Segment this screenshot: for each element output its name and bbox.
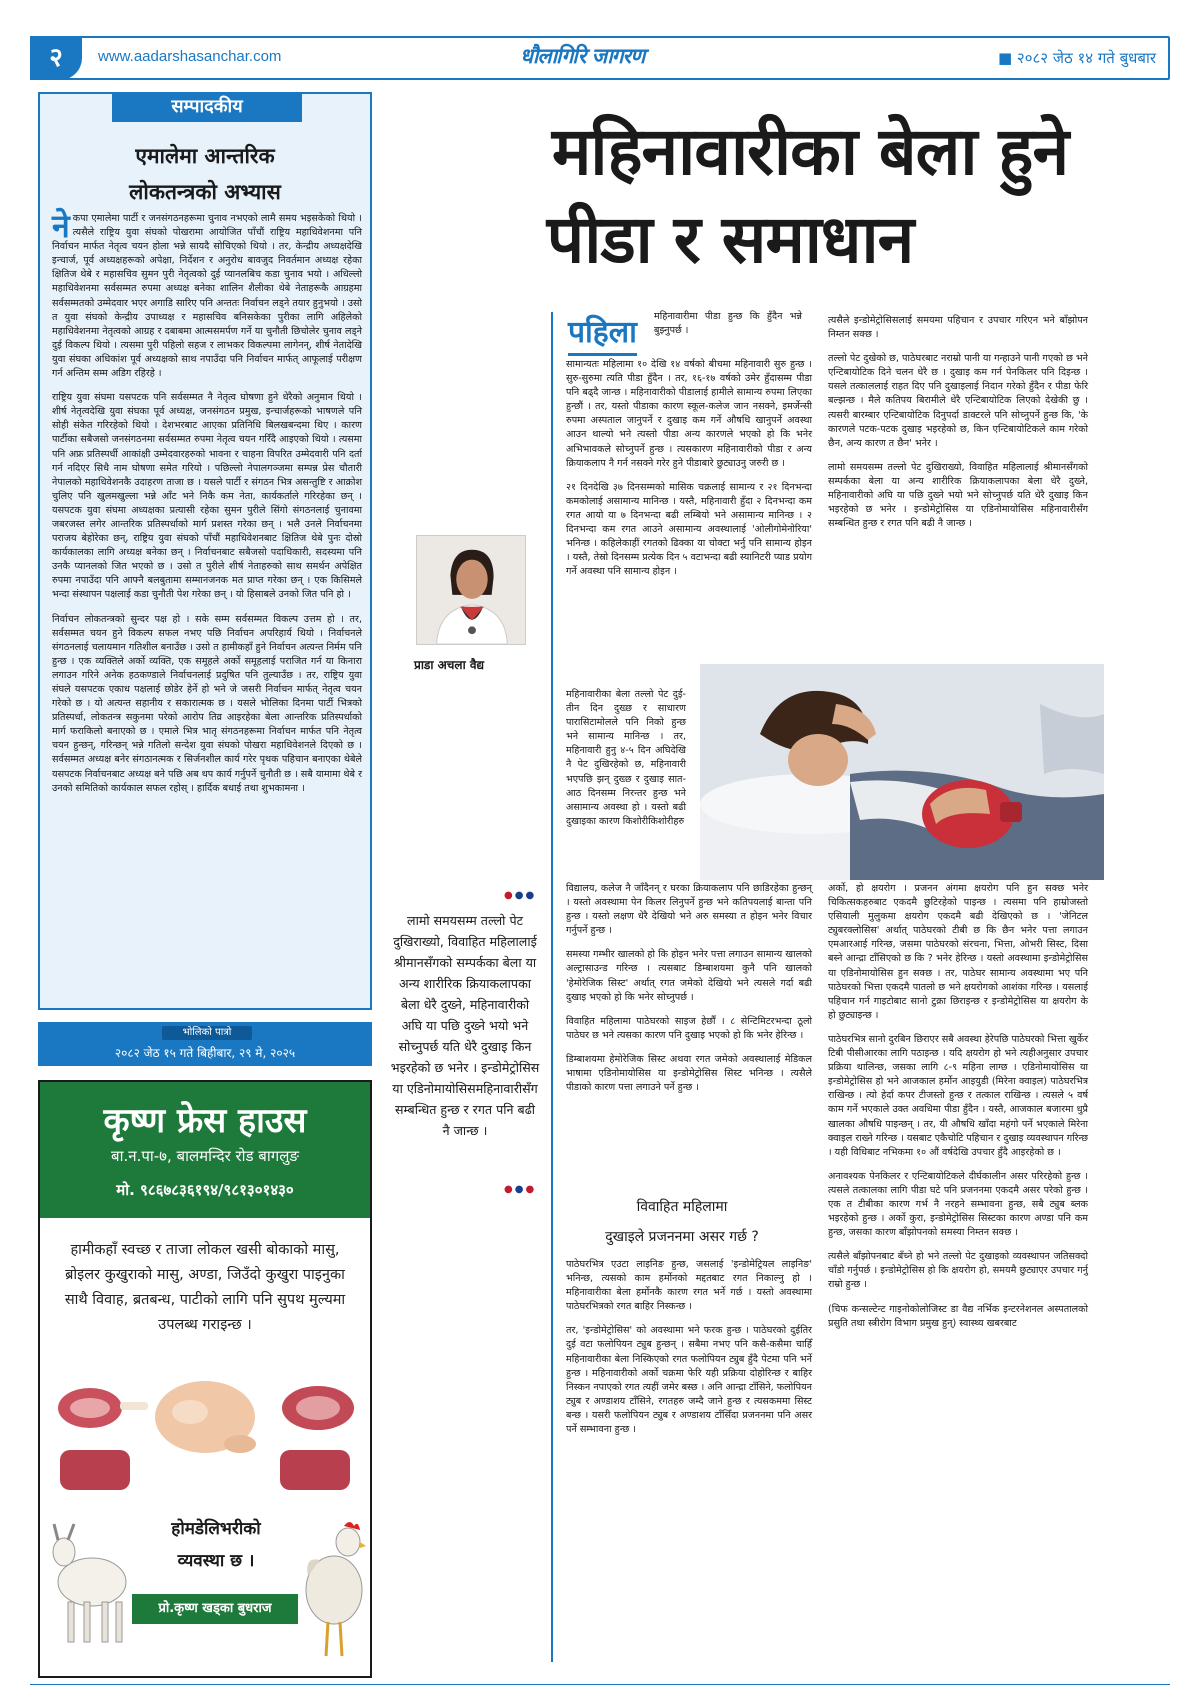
article-paragraph: पाठेघरभित्र सानो दुरबिन छिराएर सबै अवस्था हेरेपछि पाठेघरको भित्ता खुर्केर टिबी पीसीआरका लागि पठाइन्छ । यदि क्षयरोग हो भने त्यहीअनुसार उपचार प्रक्रिया थालिन्छ, जसका लागि ८-९ महिना लाग्छ । एडिनोमायोसिस या इन्डोमेट्रोसिस हो भने आजकाल हर्मोन आइयुडी (मिरेना क्वाइल) पाठेघरभित्र राखिन्छ । त्यो हेर्दा कपर टीजस्तो हुन्छ र तत्काल राखिन्छ । त्यसले ५ वर्ष काम गर्ने भएकाले उक्त अवधिमा पीडा हुँदैन । यस्तै, आजकाल बजारमा धुप्रै खालका औषधि पाइन्छन् । तर, यी औषधि खाँदा महंगो पर्ने भएकाले मिरेना क्वाइल राख्ने गरिन्छ । यसबाट एकैचोटि पहिचान र दुखाइ व्यवस्थापन गरिन्छ । यही विधिबाट नभिकमा १० औं वर्षदेखि उपचार हुँदै आइरहेको छ । [828,1033,1088,1158]
article-column-1-bottom [566,882,812,1105]
article-paragraph: सामान्यतः महिलामा १० देखि १४ वर्षको बीचमा महिनावारी सुरु हुन्छ । सुरु-सुरुमा त्यति पीडा हुँदैन । तर, १६-१७ वर्षको उमेर हुँदासम्म पीडा पनि बढ्दै जान्छ । महिनावारीको पीडालाई हामीले सामान्य रुपमा लिएका हुन्छौं । तर, यस्तो पीडाका कारण स्कूल-कलेज जान नसक्ने, इमर्जेन्सी रुपमा अस्पताल जानुपर्ने र दुखाइ कम गर्ने औषधि खानुपर्ने अवस्था आउन थाल्यो भने त्यस्तो पीडा अन्य कारणले भएको हो कि भनेर अभिभावकले सोच्नुपर्ने हुन्छ । त्यसकारण महिनावारीको पीडा र अन्य क्रियाकलाप नै गर्न नसक्ने गरेर हुने पीडाबारे छुट्याउनु जरुरी छ । [566,359,812,469]
article-paragraph: पाठेघरभित्र एउटा लाइनिङ हुन्छ, जसलाई 'इन्डोमेट्रियल लाइनिङ' भनिन्छ, त्यसको काम हर्मोनको मद्दतबाट रगत निकाल्नु हो । महिनावारीका बेला हर्मोनकै कारण रगत भर्ने गर्छ । यस्तो अवस्थामा पाठेघरभित्रको रगत बाहिर निस्कन्छ । [566,1259,812,1313]
goat-icon [48,1508,132,1658]
author-name: प्राडा अचला वैद्य [414,658,485,672]
article-column-1-top [566,358,812,589]
calendar-tab: भोलिको पात्रो [162,1026,252,1040]
editorial-paragraph: निर्वाचन लोकतन्त्रको सुन्दर पक्ष हो । सके सम्म सर्वसम्मत विकल्प उत्तम हो । तर, सर्वसम्मत चयन हुने विकल्प सफल नभए पछि निर्वाचन अपरिहार्य थियो । निर्वाचनले संगठनलाई चलायमान गतिशील बनाउँछ । उसो त हामीकहाँ हुने निर्वाचन अत्यन्त निर्मम पनि हुन्छ । एक व्यक्तिले अर्को व्यक्ति, एक समूहले अर्को समूहलाई पराजित गर्न या किनारा लगाउन गरिने अनेक हठकण्डाले निर्वाचनलाई प्रदुषित पनि तुल्याउँछ । तर, राष्ट्रिय युवा संघले यसपटक एकाध पक्षलाई छोडेर हेर्ने हो भने जे जसरी निर्वाचन मार्फत् नेतृत्व चयन गरेको छ । यो अत्यन्त सहानीय र सकारात्मक छ । यसले भोलिका दिनमा पार्टी भित्रको प्रतिस्पर्धा, लोकतन्त्र सकुनमा परेको आरोप तिव्र आइरहेका बेला आन्तरिक प्रतिस्पर्धाको मार्ग फराकिलो बनाएको छ । एमाले भित्र भातृ संगठनहरूमा निर्वाचन मार्फत पनि नेतृत्व चयन हुन्छन्, गरिन्छन् भन्ने गतिलो सन्देश युवा संघको पोखरा महाधिवेशनले दिएको छ । सर्वसम्मत अध्यक्ष बनेर संगठानत्मक र सिर्जनशील कार्य गरेर पृथक पहिचान बनाएका थेबेले यसपटक निर्वाचनबाट अध्यक्ष बने पछि अब थप कार्य गर्नुपर्ने चुनौती छ । सबै यामामा थेबे र उनको समितिको कार्यकाल सफल रहोस् । हार्दिक बधाई तथा शुभकामना । [52,613,362,794]
article-kicker: पहिला [568,310,637,356]
article-subhead-line2: दुखाइले प्रजननमा असर गर्छ ? [605,1229,759,1245]
drop-cap: ने [52,207,70,245]
author-photo [416,535,526,645]
article-paragraph: महिनावारीका बेला तल्लो पेट दुई-तीन दिन दुख्छ र साधारण पारासिटामोलले पनि निको हुन्छ भने सामान्य मानिन्छ । तर, महिनावारी हुनु ४-५ दिन अघिदेखि नै पेट दुखिरहेको छ, महिनावारी भएपछि झन् दुख्छ र दुखाइ सात-आठ दिनसम्म निरन्तर हुन्छ भने असामान्य अवस्था हो । यस्तो बढी दुखाइका कारण किशोरीकिशोरीहरु [566,689,686,827]
article-column-2-bottom [828,882,1088,1341]
pullquote: लामो समयसम्म तल्लो पेट दुखिराख्यो, विवाहित महिलालाई श्रीमानसँगको सम्पर्कका बेला या अन्य शारीरिक क्रियाकलापका बेला धेरै दुख्ने, महिनावारीको अघि या पछि दुख्ने भयो भने सोच्नुपर्छ यति धेरै दुखाइ किन भइरहेको छ भनेर । इन्डोमेट्रोसिस या एडिनोमायोसिसमहिनावारीसँग सम्बन्धित हुन्छ र रगत पनि बढी नै जान्छ । [390,913,540,1138]
article-paragraph: समस्या गम्भीर खालको हो कि होइन भनेर पत्ता लगाउन सामान्य खालको अल्ट्रासाउन्ड गरिन्छ । त्यसबाट डिम्बाशयमा कुनै पनि खालको 'हेमोरेजिक सिस्ट' अर्थात् रगत जमेको देखियो भने त्यसले गर्दा बढी दुखाइ भएको हो कि भनेर सोच्नुपर्छ । [566,949,812,1003]
article-intro: महिनावारीमा पीडा हुन्छ कि हुँदैन भन्ने बुझ्नुपर्छ । [654,311,802,337]
editorial-body [52,207,362,806]
calendar-date: २०८२ जेठ १५ गते बिहीबार, २९ मे, २०२५ [114,1046,296,1060]
ad-phone: मो. ९८६७८३६१९४/९८१३०१४३० [116,1181,294,1199]
ad-owner-name: प्रो.कृष्ण खड्का बुधराज [132,1594,298,1624]
mutton-cut-icon [58,1388,148,1428]
article-paragraph: डिम्बाशयमा हेमोरेजिक सिस्ट अथवा रगत जमेको अवस्थालाई मेडिकल भाषामा एडिनोमायोसिस या इन्डोमेट्रोसिस सिस्ट भनिन्छ । त्यसैले पीडाको कारण पत्ता लगाउने पर्ने हुन्छ । [566,1053,812,1094]
ad-shop-name: कृष्ण फ्रेस हाउस [103,1101,307,1141]
article-headline-line2: पीडा र समाधान [546,201,914,278]
ad-delivery-section [40,1502,370,1676]
editorial-paragraph-text: कपा एमालेमा पार्टी र जनसंगठनहरूमा चुनाव नभएको लामै समय भइसकेको थियो । त्यसैले राष्ट्रिय युवा संघको पोखरामा आयोजित पाँचौं राष्ट्रिय महाधिवेशनमा पनि निर्वाचन मार्फत नेतृत्व चयन होला भन्ने सायदै सोचिएको थियो । तर, केन्द्रीय अध्यक्षदेखि इन्चार्ज, पूर्व अध्यक्षहरूको अपेक्षा, निर्देशन र अनुरोध बावजुद निवर्तमान अध्यक्ष रहेका क्षितिज थेबे र महासचिव सुमन पुरी नेतृत्वको दुई प्यानलबिच कडा चुनाव भयो । अधिल्लो महाधिवेशनमा सर्वसम्मत रुपमा अध्यक्ष बनेका शालिन शैलीका थेबे नेताहरूकै आग्रहमा सर्वसम्मतको उम्मेदवार भएर अगाडि सारिए पनि अन्ततः निर्वाचन लड्ने तयार हुनुभयो । उसो त युवा संघको केन्द्रीय उपाध्यक्ष र महासचिव बनिसकेका पुरीका लागि अहिलेको महाधिवेशनमा नेतृत्वको आग्रह र दबाबमा आत्मसमर्पण गर्ने या चुनौती छिचोलेर चुनाव लड्ने दुई विकल्प थियो । त्यसमा पुरी पहिलो सहज र लाभकर विकल्पमा लागेनन्, शीर्ष नेतादेखि युवा संघका अधिकांश पूर्व अध्यक्षको साथ नपाउँदा पनि निर्वाचन मार्फत् आफूलाई परीक्षण गर्न अन्तिम सम्म अडिग रहिरहे । [52,213,362,380]
article-column-1-narrow [566,688,686,839]
meat-products-image [50,1362,360,1502]
meat-slab-icon [60,1450,350,1490]
chicken-icon [155,1381,256,1453]
article-paragraph: (चिफ कन्सल्टेन्ट गाइनोकोलोजिस्ट डा वैद्य नर्भिक इन्टरनेशनल अस्पतालको प्रसुति तथा स्त्रीरोग विभाग प्रमुख हुन्) स्वास्थ्य खबरबाट [828,1303,1088,1329]
article-paragraph: लामो समयसम्म तल्लो पेट दुखिराख्यो, विवाहित महिलालाई श्रीमानसँगको सम्पर्कका बेला या अन्य शारीरिक क्रियाकलापका बेला धेरै दुख्ने, महिनावारीको अघि या पछि दुख्ने भयो भने सोच्नुपर्छ यति धेरै दुखाइ किन भइरहेको छ भनेर । इन्डोमेट्रोसिस या एडिनोमायोसिस महिनावारीसँग सम्बन्धित हुन्छ र रगत पनि बढी नै जान्छ । [828,461,1088,530]
mutton-rack-icon [282,1386,354,1430]
editorial-paragraph: राष्ट्रिय युवा संघमा यसपटक पनि सर्वसम्मत नै नेतृत्व घोषणा हुने धेरैको अनुमान थियो । शीर्ष नेतृत्वदेखि युवा संघका पूर्व अध्यक्ष, जनसंगठन प्रमुख, इन्चार्जहरूको भाषणले पनि सोही संकेत गरिरहेको थियो । देशभरबाट आएका प्रतिनिधि बिलखबन्दमा थिए । कारण पार्टीका सबैजसो जनसंगठनमा सर्वसम्मत रुपमा नेतृत्व चयन गरिँदै आइएको थियो । त्यसमा पनि अफ्र प्रतिस्पर्धी आकांक्षी उम्मेदवारहरुको भावना र चाहना विपरित उम्मेदवारी पनि दर्ता गर्न नदिएर सिधै नाम घोषणा समेत गरियो । पछिल्लो नेपालगञ्जमा सम्पन्न प्रेस चौतारी नेपालको महाधिवेशनकै उदाहरण ताजा छ । यसले पार्टी र संगठन भित्र असन्तुष्टि र आक्रोश चुलिए पनि खुलमखुल्ला भन्ने आँट भने निकै कम नेता, कार्यकर्ताले गरिरहेका छन् । यसपटक युवा संघमा अध्यक्षका प्रत्यासी रहेका सुमन पुरीले सिंगो संगठनलाई चुनावमा जबरजस्त लगेर आन्तरिक प्रतिस्पर्धाको मार्ग प्रशस्त गरेका छन् । भलै उनले निर्वाचनमा पराजय बेहोरेका छन्, राष्ट्रिय युवा संघको पाँचौं महाधिवेशनबाट क्षितिज थेबे पुनः दोस्रो कार्यकालका लागि अध्यक्ष बनेका छन् । निर्वाचनबाट सबैजसो पदाधिकारी, सदस्यमा पनि उनकै प्यानलको जित भएको छ । उसो त पुरीले शीर्ष नेताहरुको साथ समर्थन अपेक्षित रुपमा नपाउँदा पनि आफ्नै बलबुतामा सम्मानजनक मत प्राप्त गरेका छन् । एक किसिमले भन्दा संस्थापन पक्षलाई कडा चुनौती पेश गरेका छन् । यो हिसाबले उनको जित पनि हो । [52,392,362,601]
ad-offer-text: हामीकहाँ स्वच्छ र ताजा लोकल खसी बोकाको मासु, ब्रोइलर कुखुराको मासु, अण्डा, जिउँदो कुखुरा पाइनुका साथै विवाह, ब्रतबन्ध, पाटीको लागि पनि सुपथ मुल्यमा उपलब्ध गराइन्छ । [64,1242,346,1333]
editorial-title-line1: एमालेमा आन्तरिक [135,144,275,168]
editorial-tab: सम्पादकीय [112,92,302,122]
hen-icon [304,1516,366,1664]
pullquote-dots-top: ●●● [504,890,537,901]
advertisement [38,1080,372,1678]
page-header [30,36,1170,80]
column-divider [551,312,553,1662]
masthead-logo: धौलागिरि जागरण [520,44,645,68]
editorial-title-line2: लोकतन्त्रको अभ्यास [129,180,281,204]
article-paragraph: विवाहित महिलामा पाठेघरको साइज हेर्छौं । ८ सेन्टिमिटरभन्दा ठूलो पाठेघर छ भने त्यसका कारण पनि दुखाइ भएको हो कि भनेर हेरिन्छ । [566,1015,812,1041]
article-headline-line1: महिनावारीका बेला हुने [551,113,1069,190]
article-subhead-line1: विवाहित महिलामा [636,1199,728,1215]
ad-delivery-line1: होमडेलिभरीको [171,1519,261,1539]
article-paragraph: अर्को, हो क्षयरोग । प्रजनन अंगमा क्षयरोग पनि हुन सक्छ भनेर चिकित्सकहरुबाट एकदमै छुटिरहेको पाइन्छ । त्यसमा पनि हाम्रोजस्तो एसियाली मुलुकमा क्षयरोग एकदमै बढी देखिएको छ । 'जेनिटल ट्युबरक्लोसिस' अर्थात् पाठेघरको टीबी छ कि छैन भनेर पत्ता लगाउन एमआरआई गरिन्छ, जसमा पाठेघरको संरचना, भित्ता, ओभरी सिस्ट, दिसा बस्ने आन्द्रा टाँसिएको छ कि ? भनेर हेरिन्छ । यस्तो अवस्थामा इन्डोमेट्रोसिस या एडिनोमायोसिस हुन सक्छ । तर, पाठेघर सामान्य अवस्थामा भए पनि पाठेघरको भित्ता एकदमै पातलो छ भने क्षयरोगको आशंका गरिन्छ । यसलाई पहिचान गर्न गाइटोबाट सानो टुक्रा छिराइन्छ र इन्डोमेट्रोसिस या क्षयरोग के हो छुट्याइन्छ । [828,883,1088,1021]
article-column-2-top [828,314,1088,541]
pullquote-dots-bottom: ●●● [504,1184,537,1195]
article-paragraph: तर, 'इन्डोमेट्रोसिस' को अवस्थामा भने फरक हुन्छ । पाठेघरको दुईतिर दुई वटा फलोपियन ट्युब हुन्छन् । सबैमा नभए पनि कसै-कसैमा चाहिँ महिनावारीका बेला निस्किएको रगत फलोपियन ट्युब हुँदै पेटमा पनि भर्ने हुन्छ । महिनावारीको अर्को चक्रमा फेरि यही प्रक्रिया दोहोरिन्छ र बाहिर निस्कन नपाएको रगत त्यहीं जमेर बस्छ । अनि आन्द्रा टाँसिने, फलोपियन ट्युब र अण्डाशय टाँसिने, रगतहरु जम्दै जाने हुन्छ र त्यसकममा सिस्ट बन्छ । यसरी फलोपियन ट्युब र अण्डाशय टाँसिँदा प्रजननमा पनि असर पर्ने सम्भावना हुन्छ । [566,1325,812,1436]
site-url-link[interactable]: www.aadarshasanchar.com [98,48,282,65]
footer-rule [30,1684,1170,1685]
article-paragraph: तल्लो पेट दुखेको छ, पाठेघरबाट नराम्रो पानी या गन्हाउने पानी गएको छ भने एन्टिबायोटिक दिने चलन धेरै छ । दुखाइ कम गर्न पेनकिलर पनि दिइन्छ । यसले तत्काललाई राहत दिए पनि दुखाइलाई निदान गरेको हुँदैन र पीडा फेरि बल्झन्छ । मैले कतिपय बिरामीले धेरै एन्टिबायोटिक लिएको देखेकी छु । त्यसरी बारम्बार एन्टिबायोटिक दिनुपर्दा डाक्टरले पनि सोच्नुपर्ने हुन्छ कि, 'के कारणले पटक-पटक दुखाइ भइरहेको छ, किन एन्टिबायोटिकले काम गरेको छैन, अन्य कारण त छैन' भनेर । [828,353,1088,449]
publication-date: ■ २०८२ जेठ १४ गते बुधबार [997,49,1156,67]
editorial-paragraph [52,207,362,381]
tomorrow-calendar [38,1022,372,1066]
editorial-box [38,92,372,1010]
article-paragraph: २१ दिनदेखि ३७ दिनसम्मको मासिक चक्रलाई सामान्य र २१ दिनभन्दा कमकोलाई असामान्य मानिन्छ । यस्तै, महिनावारी हुँदा २ दिनभन्दा कम रगत आयो या ७ दिनभन्दा बढी लम्बियो भने असामान्य मानिन्छ । २ दिनभन्दा कम रगत आउने असामान्य अवस्थालाई 'ओलीगोमेनोरिया' भनिन्छ । कहिलेकाहीं रगतको ढिक्का या चोक्टा भर्नु पनि सामान्य होइन । यस्तै, तेस्रो दिनसम्म प्रत्येक दिन ५ वटाभन्दा बढी स्यानिटरी प्याड प्रयोग गर्ने अवस्था पनि सामान्य होइन । [566,481,812,578]
ad-banner [40,1082,370,1218]
article-paragraph: त्यसैले इन्डोमेट्रोसिसलाई समयमा पहिचान र उपचार गरिएन भने बाँझोपन निम्तन सक्छ । [828,315,1088,341]
article-column-1-end [566,1258,812,1447]
ad-delivery-line2: व्यवस्था छ । [177,1551,255,1571]
article-paragraph: विद्यालय, कलेज नै जाँदैनन् र घरका क्रियाकलाप पनि छाडिरहेका हुन्छन् । यस्तो अवस्थामा पेन किलर लिनुपर्ने हुन्छ भने कतिपयलाई बान्ता पनि हुन्छ । यस्तो लक्षण धेरै देखियो भने अरु समस्या त होइन भनेर विचार गर्नुपर्ने हुन्छ । [566,883,812,937]
article-paragraph: त्यसैले बाँझोपनबाट बँच्ने हो भने तल्लो पेट दुखाइको व्यवस्थापन जतिसक्दो चाँडो गर्नुपर्छ । इन्डोमेट्रोसिस हो कि क्षयरोग हो, समयमै छुट्याएर उपचार गर्नु राम्रो हुन्छ । [828,1251,1088,1291]
article-paragraph: अनावश्यक पेनकिलर र एन्टिबायोटिकले दीर्घकालीन असर परिरहेको हुन्छ । त्यसले तत्कालका लागि पीडा घटे पनि प्रजननमा एकदमै असर परेको हुन्छ । एक त टीबीका कारण गर्भ नै नरहने सम्भावना हुन्छ, सबै ट्युब ब्लक भइरहेको हुन्छ । अर्को कुरा, इन्डोमेट्रोसिस सिस्टका कारण अण्डा पनि कम हुन्छ, जसका कारण बाँझोपनको समस्या निम्तन सक्छ । [828,1170,1088,1239]
woman-with-hot-water-bottle-photo [700,664,1104,880]
page-number: २ [30,36,82,80]
ad-address: बा.न.पा-७, बालमन्दिर रोड बागलुङ [111,1147,299,1165]
